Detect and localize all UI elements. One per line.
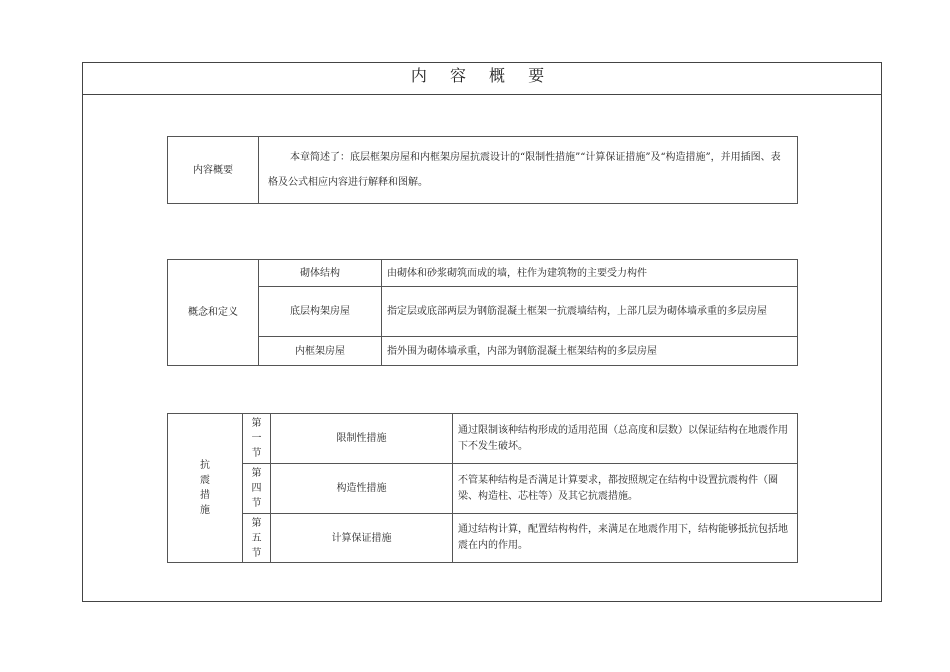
measure-name: 计算保证措施 [271, 514, 453, 563]
measure-description: 通过限制该种结构形成的适用范围（总高度和层数）以保证结构在地震作用下不发生破坏。 [453, 414, 798, 464]
section-number: 第 四 节 [243, 464, 271, 514]
concept-term: 底层构架房屋 [259, 287, 382, 337]
summary-text: 本章简述了：底层框架房屋和内框架房屋抗震设计的“限制性措施”“计算保证措施”及“构造措施”，并用插图、表格及公式相应内容进行解释和图解。 [259, 137, 798, 204]
concepts-label: 概念和定义 [168, 260, 259, 366]
concept-definition: 指外围为砌体墙承重，内部为钢筋混凝土框架结构的多层房屋 [382, 337, 798, 366]
concept-definition: 由砌体和砂浆砌筑而成的墙，柱作为建筑物的主要受力构件 [382, 260, 798, 287]
section-number: 第 五 节 [243, 514, 271, 563]
measure-description: 不管某种结构是否满足计算要求，都按照规定在结构中设置抗震构件（圈梁、构造柱、芯柱等）及其它抗震措施。 [453, 464, 798, 514]
section-number: 第 一 节 [243, 414, 271, 464]
concepts-table [167, 259, 798, 366]
measures-label: 抗 震 措 施 [168, 414, 243, 563]
page-header [83, 63, 881, 95]
measure-name: 限制性措施 [271, 414, 453, 464]
concept-term: 砌体结构 [259, 260, 382, 287]
page-title: 内 容 概 要 [410, 66, 554, 85]
measure-name: 构造性措施 [271, 464, 453, 514]
summary-table [167, 136, 798, 204]
measure-description: 通过结构计算，配置结构构件，来满足在地震作用下，结构能够抵抗包括地震在内的作用。 [453, 514, 798, 563]
concept-definition: 指定层或底部两层为钢筋混凝土框架一抗震墙结构，上部几层为砌体墙承重的多层房屋 [382, 287, 798, 337]
measures-table [167, 413, 798, 563]
summary-label: 内容概要 [168, 137, 259, 204]
concept-term: 内框架房屋 [259, 337, 382, 366]
